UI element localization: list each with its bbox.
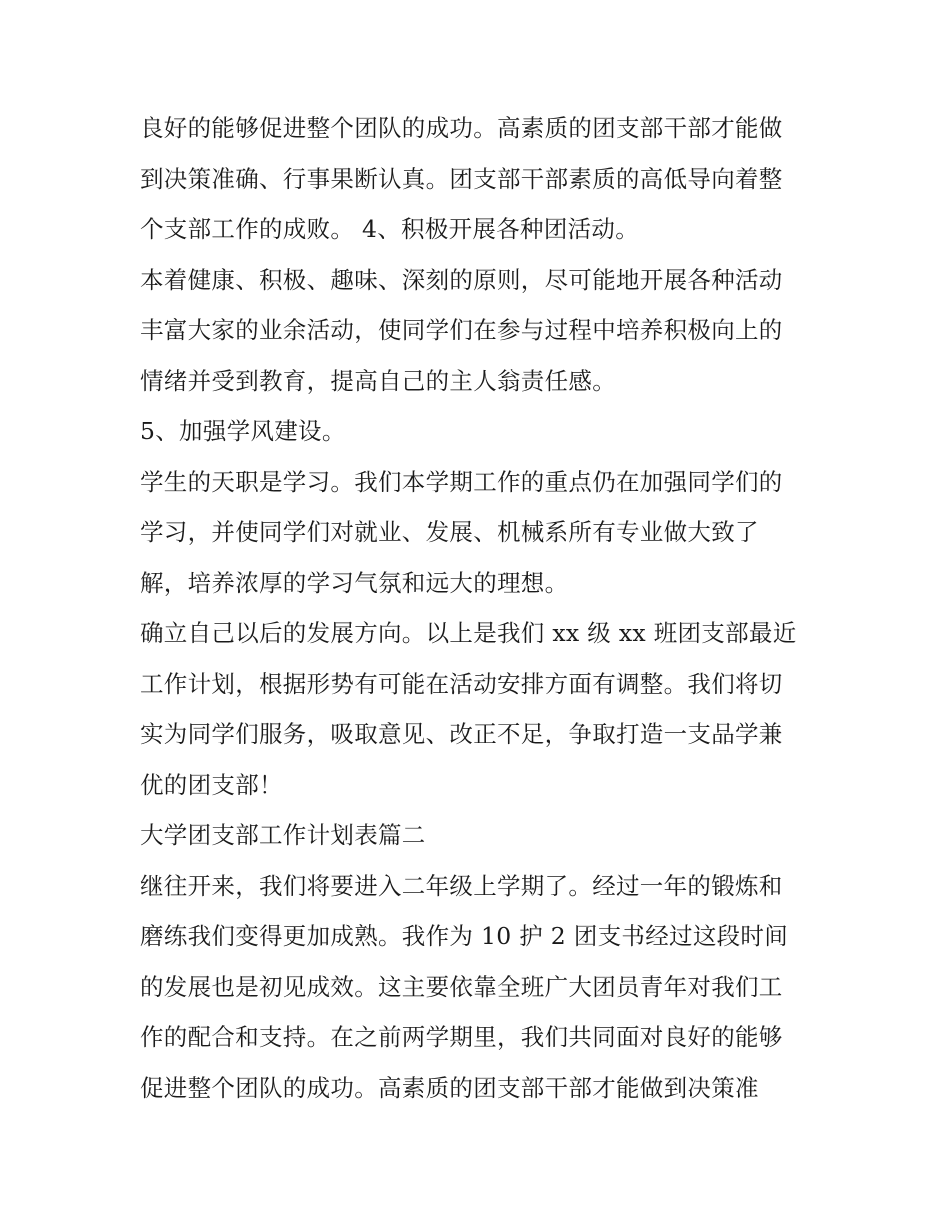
- section-heading: 5、加强学风建设。: [140, 417, 346, 445]
- document-body: [140, 103, 820, 1113]
- text-line: 作的配合和支持。在之前两学期里，我们共同面对良好的能够: [140, 1023, 783, 1051]
- text-line: 丰富大家的业余活动，使同学们在参与过程中培养积极向上的: [140, 316, 783, 344]
- article-title: 大学团支部工作计划表篇二: [140, 821, 426, 849]
- text-line: 学习，并使同学们对就业、发展、机械系所有专业做大致了: [140, 518, 759, 546]
- text-line: 的发展也是初见成效。这主要依靠全班广大团员青年对我们工: [140, 972, 783, 1001]
- text-line: 优的团支部！: [140, 770, 283, 799]
- text-line: 到决策准确、行事果断认真。团支部干部素质的高低导向着整: [140, 164, 783, 193]
- text-line: 解，培养浓厚的学习气氛和远大的理想。: [140, 568, 569, 597]
- text-line: 良好的能够促进整个团队的成功。高素质的团支部干部才能做: [140, 114, 783, 142]
- text-line: 促进整个团队的成功。高素质的团支部干部才能做到决策准: [140, 1073, 759, 1102]
- text-line: 学生的天职是学习。我们本学期工作的重点仍在加强同学们的: [140, 467, 783, 496]
- text-line: 确立自己以后的发展方向。以上是我们 xx 级 xx 班团支部最近: [140, 619, 797, 647]
- text-line: 继往开来，我们将要进入二年级上学期了。经过一年的锻炼和: [140, 871, 783, 900]
- text-line: 情绪并受到教育，提高自己的主人翁责任感。: [140, 366, 616, 395]
- text-line: 磨练我们变得更加成熟。我作为 10 护 2 团支书经过这段时间: [140, 922, 789, 950]
- text-line: 个支部工作的成败。 4、积极开展各种团活动。: [140, 215, 640, 243]
- text-line: 工作计划，根据形势有可能在活动安排方面有调整。我们将切: [140, 669, 783, 698]
- text-line: 本着健康、积极、趣味、深刻的原则，尽可能地开展各种活动: [140, 265, 783, 294]
- text-line: 实为同学们服务，吸取意见、改正不足，争取打造一支品学兼: [140, 720, 783, 748]
